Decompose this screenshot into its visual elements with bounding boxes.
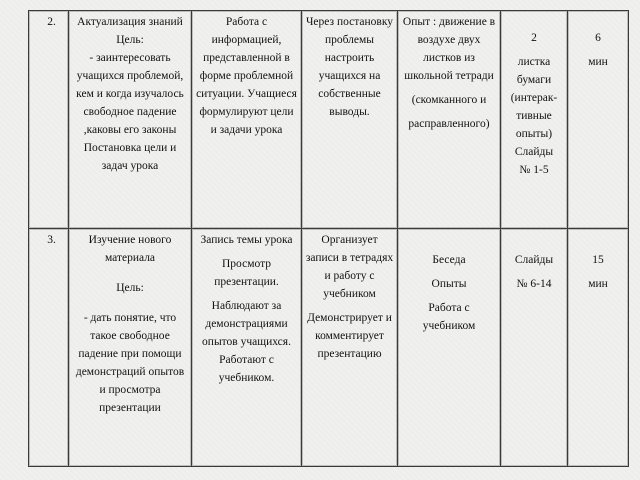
method-cell [398, 229, 501, 467]
time-unit: мин [588, 56, 608, 68]
lesson-plan-table [28, 10, 629, 467]
method-cell [398, 11, 501, 229]
student-activity-cell [302, 11, 398, 229]
materials-count: 2 [531, 32, 537, 44]
method-text: Опыты [431, 278, 467, 290]
method-text: Беседа [432, 254, 466, 266]
teacher-activity-text: Запись темы урока [200, 234, 293, 246]
stage-goal-text: - дать понятие, что такое свободное падение при помощи демонстраций опытов и просмотра презентации [75, 312, 185, 414]
row-number: 3. [47, 234, 56, 246]
time-value: 15 [592, 254, 604, 266]
table-row [29, 11, 629, 229]
time-cell [568, 229, 629, 467]
table-row [29, 229, 629, 467]
materials-item: (интерак-тивные опыты) [510, 92, 558, 140]
row-number-cell [29, 229, 69, 467]
method-text: Опыт : движение в воздухе двух листков из школьной тетради [402, 16, 496, 82]
method-note-2: расправленного) [408, 118, 490, 130]
stage-goal-label: Цель: [116, 34, 144, 46]
time-value: 6 [595, 32, 601, 44]
student-activity-text: Демонстрирует и комментирует презентацию [307, 312, 392, 360]
materials-cell [501, 11, 568, 229]
student-activity-text: Организует записи в тетрадях и работу с учебником [305, 234, 394, 300]
method-note-1: (скомканного и [411, 94, 487, 106]
materials-slides: Слайды [514, 146, 554, 158]
materials-item: бумаги [516, 74, 552, 86]
stage-title: Актуализация знаний [77, 16, 183, 28]
student-activity-text: Через постановку проблемы настроить учащихся на собственные выводы. [305, 16, 394, 118]
stage-cell [69, 229, 192, 467]
stage-title: Изучение нового материала [88, 234, 172, 264]
materials-slide-numbers: № 6-14 [516, 278, 552, 290]
teacher-activity-text: Наблюдают за демонстрациями опытов учащихся. Работают с учебником. [202, 300, 291, 384]
time-cell [568, 11, 629, 229]
method-text: Работа с учебником [422, 302, 476, 332]
materials-item: листка [517, 56, 551, 68]
teacher-activity-text: Просмотр презентации. [214, 258, 279, 288]
teacher-activity-cell [192, 11, 302, 229]
stage-goal-text: - заинтересовать учащихся проблемой, кем и когда изучалось свободное падение ,каковы его законы Постановка цели и задач урока [76, 52, 184, 172]
teacher-activity-cell [192, 229, 302, 467]
materials-slides: Слайды [514, 254, 554, 266]
row-number-cell [29, 11, 69, 229]
teacher-activity-text: Работа с информацией, представленной в форме проблемной ситуации. Учащиеся формулируют цели и задачи урока [196, 16, 297, 136]
stage-goal-label: Цель: [116, 282, 144, 294]
materials-slide-numbers: № 1-5 [519, 164, 549, 176]
stage-cell [69, 11, 192, 229]
materials-cell [501, 229, 568, 467]
student-activity-cell [302, 229, 398, 467]
time-unit: мин [588, 278, 608, 290]
row-number: 2. [47, 16, 56, 28]
